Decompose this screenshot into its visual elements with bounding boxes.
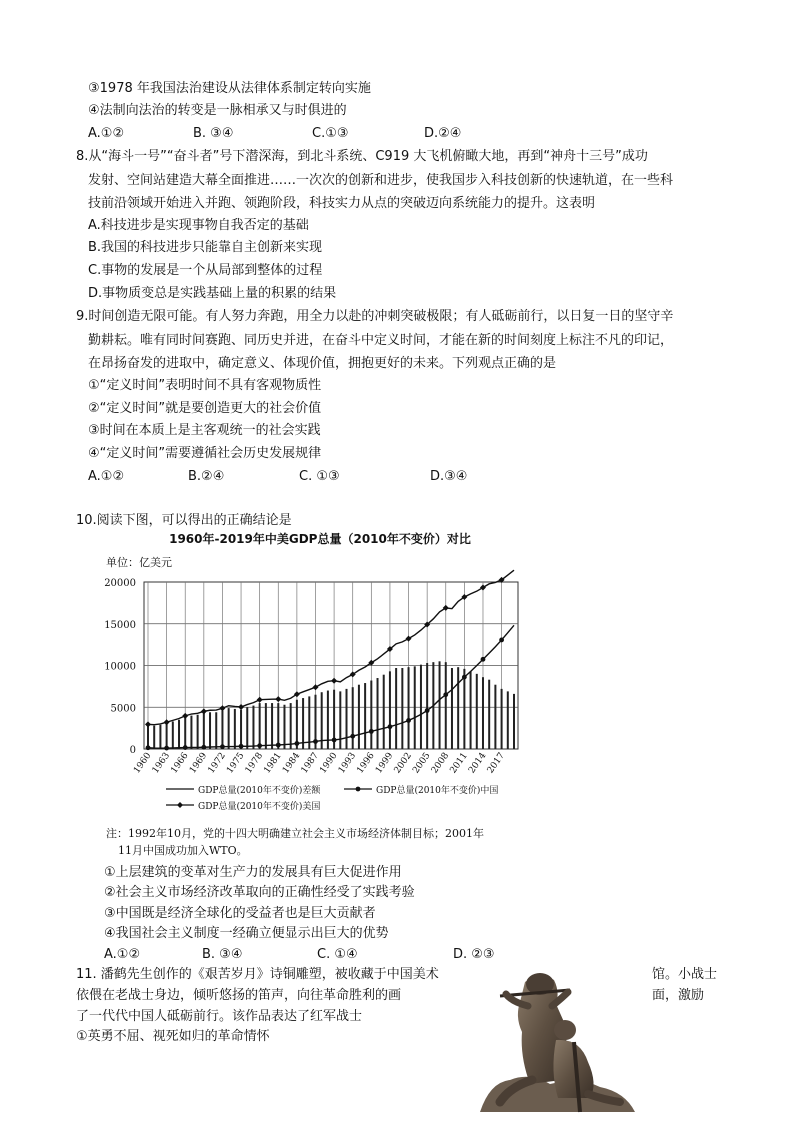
bar-difference bbox=[283, 705, 285, 749]
chart-title: 1960年-2019年中美GDP总量（2010年不变价）对比 bbox=[169, 532, 471, 546]
x-tick-label: 1987 bbox=[299, 750, 321, 776]
china-gdp-point bbox=[183, 745, 188, 750]
y-tick-label: 10000 bbox=[104, 661, 136, 673]
bar-difference bbox=[246, 707, 248, 749]
bar-difference bbox=[426, 663, 428, 749]
q8-option-b[interactable]: B.我国的科技进步只能靠自主创新来实现 bbox=[88, 240, 323, 255]
bar-difference bbox=[265, 703, 267, 749]
bar-difference bbox=[209, 712, 211, 749]
y-tick-label: 5000 bbox=[110, 703, 136, 715]
china-gdp-point bbox=[332, 738, 337, 743]
usa-gdp-point bbox=[257, 697, 263, 703]
q9-stem-line-2: 勤耕耘。唯有同时间赛跑、同历史并进，在奋斗中定义时间，才能在新的时间刻度上标注不凡的印记， bbox=[88, 333, 674, 348]
q9-statement-3: ③时间在本质上是主客观统一的社会实践 bbox=[88, 423, 321, 438]
bar-difference bbox=[507, 691, 509, 749]
q10-option-a[interactable]: A.①② bbox=[104, 947, 141, 962]
china-gdp-point bbox=[499, 638, 504, 643]
x-tick-label: 1990 bbox=[318, 750, 340, 776]
bar-difference bbox=[501, 689, 503, 749]
bar-difference bbox=[445, 662, 447, 749]
x-tick-label: 2014 bbox=[467, 750, 489, 776]
bar-difference bbox=[470, 671, 472, 749]
q7-option-d[interactable]: D.②④ bbox=[424, 126, 462, 141]
bar-difference bbox=[451, 668, 453, 749]
x-tick-label: 1963 bbox=[150, 750, 173, 776]
q10-statement-4: ④我国社会主义制度一经确立便显示出巨大的优势 bbox=[104, 926, 389, 941]
chart-plot-area bbox=[104, 570, 518, 812]
usa-gdp-point bbox=[201, 708, 207, 714]
x-tick-label: 2005 bbox=[411, 750, 433, 776]
q11-stem-line-2b: 面，激励 bbox=[652, 988, 705, 1003]
x-tick-label: 2008 bbox=[429, 750, 452, 776]
bar-difference bbox=[457, 667, 459, 749]
bar-difference bbox=[364, 683, 366, 749]
q7-statement-3: ③1978 年我国法治建设从法律体系制定转向实施 bbox=[88, 81, 371, 96]
q11-stem-line-2a: 依偎在老战士身边，倾听悠扬的笛声，向往革命胜利的画 bbox=[76, 988, 402, 1003]
x-tick-label: 1993 bbox=[336, 750, 359, 776]
bar-difference bbox=[234, 709, 236, 749]
q9-statement-4: ④“定义时间”需要遵循社会历史发展规律 bbox=[88, 446, 322, 461]
q7-option-c[interactable]: C.①③ bbox=[312, 126, 349, 141]
q8-option-c[interactable]: C.事物的发展是一个从局部到整体的过程 bbox=[88, 263, 323, 278]
x-tick-label: 1972 bbox=[206, 750, 228, 776]
y-tick-label: 15000 bbox=[104, 619, 136, 631]
chart-note-line-2: 11月中国成功加入WTO。 bbox=[118, 844, 248, 857]
q8-stem-line-3: 技前沿领域开始进入并跑、领跑阶段，科技实力从点的突破迈向系统能力的提升。这表明 bbox=[88, 196, 596, 211]
chart-note-line-1: 注：1992年10月，党的十四大明确建立社会主义市场经济体制目标；2001年 bbox=[106, 827, 484, 840]
bar-difference bbox=[221, 711, 223, 749]
bar-difference bbox=[370, 681, 372, 749]
x-tick-label: 1984 bbox=[281, 750, 303, 776]
usa-gdp-point bbox=[164, 719, 170, 725]
usa-gdp-point bbox=[312, 684, 318, 690]
q10-option-c[interactable]: C. ①④ bbox=[317, 947, 358, 962]
bar-difference bbox=[414, 666, 416, 749]
q10-statement-2: ②社会主义市场经济改革取向的正确性经受了实践考验 bbox=[104, 885, 415, 900]
bar-difference bbox=[172, 721, 174, 749]
q9-stem-line-1: 9.时间创造无限可能。有人努力奔跑，用全力以赴的冲刺突破极限；有人砥砺前行，以日复一日的坚守辛 bbox=[76, 309, 674, 324]
bronze-sculpture-image bbox=[470, 962, 640, 1120]
china-gdp-point bbox=[220, 744, 225, 749]
q11-statement-1: ①英勇不屈、视死如归的革命情怀 bbox=[76, 1029, 270, 1044]
x-tick-label: 1966 bbox=[169, 750, 191, 776]
bar-difference bbox=[346, 689, 348, 749]
bar-difference bbox=[252, 706, 254, 749]
q11-stem-line-1b: 馆。小战士 bbox=[652, 967, 718, 982]
china-gdp-point bbox=[481, 657, 486, 662]
bar-difference bbox=[439, 661, 441, 749]
x-tick-label: 1960 bbox=[132, 750, 154, 776]
q10-statement-3: ③中国既是经济全球化的受益者也是巨大贡献者 bbox=[104, 906, 376, 921]
q9-option-a[interactable]: A.①② bbox=[88, 469, 125, 484]
q10-option-d[interactable]: D. ②③ bbox=[453, 947, 495, 962]
bar-difference bbox=[513, 694, 515, 749]
bar-difference bbox=[476, 674, 478, 749]
x-tick-label: 2011 bbox=[448, 750, 470, 776]
legend-china-label: GDP总量(2010年不变价)中国 bbox=[376, 786, 499, 796]
china-gdp-point bbox=[462, 675, 467, 680]
legend-china-marker bbox=[356, 787, 361, 792]
bar-difference bbox=[352, 687, 354, 749]
china-gdp-point bbox=[164, 746, 169, 751]
q10-option-b[interactable]: B. ③④ bbox=[202, 947, 243, 962]
bar-difference bbox=[308, 696, 310, 749]
bar-difference bbox=[401, 668, 403, 749]
china-gdp-point bbox=[388, 724, 393, 729]
usa-gdp-point bbox=[406, 636, 412, 642]
x-tick-label: 2002 bbox=[392, 750, 414, 776]
bar-difference bbox=[290, 703, 292, 749]
q11-stem-line-1a: 11. 潘鹤先生创作的《艰苦岁月》诗铜雕塑，被收藏于中国美术 bbox=[76, 967, 439, 982]
china-gdp-point bbox=[369, 729, 374, 734]
q7-statement-4: ④法制向法治的转变是一脉相承又与时俱进的 bbox=[88, 103, 347, 118]
bar-difference bbox=[203, 713, 205, 749]
bar-difference bbox=[395, 668, 397, 749]
china-gdp-point bbox=[350, 734, 355, 739]
q8-option-d[interactable]: D.事物质变总是实践基础上量的积累的结果 bbox=[88, 286, 337, 301]
y-tick-label: 20000 bbox=[104, 578, 136, 589]
bar-difference bbox=[271, 703, 273, 749]
bar-difference bbox=[482, 677, 484, 749]
usa-gdp-point bbox=[331, 678, 337, 684]
bar-difference bbox=[463, 669, 465, 749]
bar-difference bbox=[488, 680, 490, 749]
bar-difference bbox=[184, 717, 186, 749]
x-tick-label: 2017 bbox=[485, 750, 508, 776]
china-gdp-point bbox=[443, 692, 448, 697]
usa-gdp-point bbox=[238, 704, 244, 710]
bar-difference bbox=[389, 671, 391, 749]
x-tick-label: 1978 bbox=[243, 750, 266, 776]
china-gdp-point bbox=[294, 741, 299, 746]
q8-option-a[interactable]: A.科技进步是实现事物自我否定的基础 bbox=[88, 218, 309, 233]
bar-difference bbox=[259, 703, 261, 749]
bar-difference bbox=[153, 726, 155, 749]
bar-difference bbox=[215, 712, 217, 749]
legend-difference-label: GDP总量(2010年不变价)差额 bbox=[198, 786, 321, 796]
q9-statement-2: ②“定义时间”就是要创造更大的社会价值 bbox=[88, 401, 322, 416]
y-tick-label: 0 bbox=[129, 745, 136, 756]
bar-difference bbox=[228, 708, 230, 749]
bar-difference bbox=[159, 725, 161, 749]
q9-stem-line-3: 在昂扬奋发的进取中，确定意义、体现价值，拥抱更好的未来。下列观点正确的是 bbox=[88, 356, 557, 371]
bar-difference bbox=[178, 720, 180, 749]
bar-difference bbox=[408, 667, 410, 749]
usa-gdp-point bbox=[145, 721, 151, 727]
q8-stem-line-1: 8.从“海斗一号”“奋斗者”号下潜深海，到北斗系统、C919 大飞机俯瞰大地，再到“神舟十三号”成功 bbox=[76, 149, 648, 164]
bar-difference bbox=[494, 685, 496, 749]
china-gdp-point bbox=[276, 743, 281, 748]
q9-option-d[interactable]: D.③④ bbox=[430, 469, 468, 484]
q9-option-c[interactable]: C. ①③ bbox=[299, 469, 340, 484]
bar-difference bbox=[190, 716, 192, 749]
bar-difference bbox=[302, 698, 304, 749]
q9-option-b[interactable]: B.②④ bbox=[188, 469, 225, 484]
x-tick-label: 1999 bbox=[374, 750, 396, 776]
bar-difference bbox=[240, 710, 242, 749]
usa-gdp-point bbox=[275, 696, 281, 702]
bar-difference bbox=[197, 715, 199, 749]
china-gdp-point bbox=[406, 718, 411, 723]
china-gdp-point bbox=[239, 744, 244, 749]
china-gdp-point bbox=[201, 745, 206, 750]
x-tick-label: 1981 bbox=[262, 750, 284, 776]
usa-gdp-point bbox=[480, 585, 486, 591]
china-gdp-point bbox=[313, 739, 318, 744]
x-tick-label: 1975 bbox=[225, 750, 247, 776]
bar-difference bbox=[358, 685, 360, 749]
bar-difference bbox=[383, 675, 385, 749]
q10-statement-1: ①上层建筑的变革对生产力的发展具有巨大促进作用 bbox=[104, 865, 402, 880]
usa-gdp-point bbox=[219, 705, 225, 711]
q7-option-b[interactable]: B. ③④ bbox=[193, 126, 234, 141]
china-gdp-point bbox=[425, 708, 430, 713]
legend-usa-label: GDP总量(2010年不变价)美国 bbox=[198, 802, 321, 812]
gdp-comparison-chart bbox=[100, 530, 540, 830]
bar-difference bbox=[420, 665, 422, 749]
bar-difference bbox=[339, 691, 341, 749]
q10-stem: 10.阅读下图，可以得出的正确结论是 bbox=[76, 513, 292, 528]
x-tick-label: 1969 bbox=[187, 750, 210, 776]
legend-usa-marker bbox=[177, 802, 183, 808]
q8-stem-line-2: 发射、空间站建造大幕全面推进……一次次的创新和进步，使我国步入科技创新的快速轨道，在一些科 bbox=[88, 173, 674, 188]
bar-difference bbox=[277, 703, 279, 749]
bar-difference bbox=[166, 723, 168, 749]
chart-unit-label: 单位：亿美元 bbox=[106, 556, 172, 569]
q11-stem-line-3: 了一代代中国人砥砺前行。该作品表达了红军战士 bbox=[76, 1009, 363, 1024]
x-tick-label: 1996 bbox=[355, 750, 377, 776]
bar-difference bbox=[377, 678, 379, 749]
q7-option-a[interactable]: A.①② bbox=[88, 126, 125, 141]
q9-statement-1: ①“定义时间”表明时间不具有客观物质性 bbox=[88, 378, 322, 393]
usa-gdp-point bbox=[182, 713, 188, 719]
china-gdp-point bbox=[146, 745, 151, 750]
china-gdp-point bbox=[257, 743, 262, 748]
